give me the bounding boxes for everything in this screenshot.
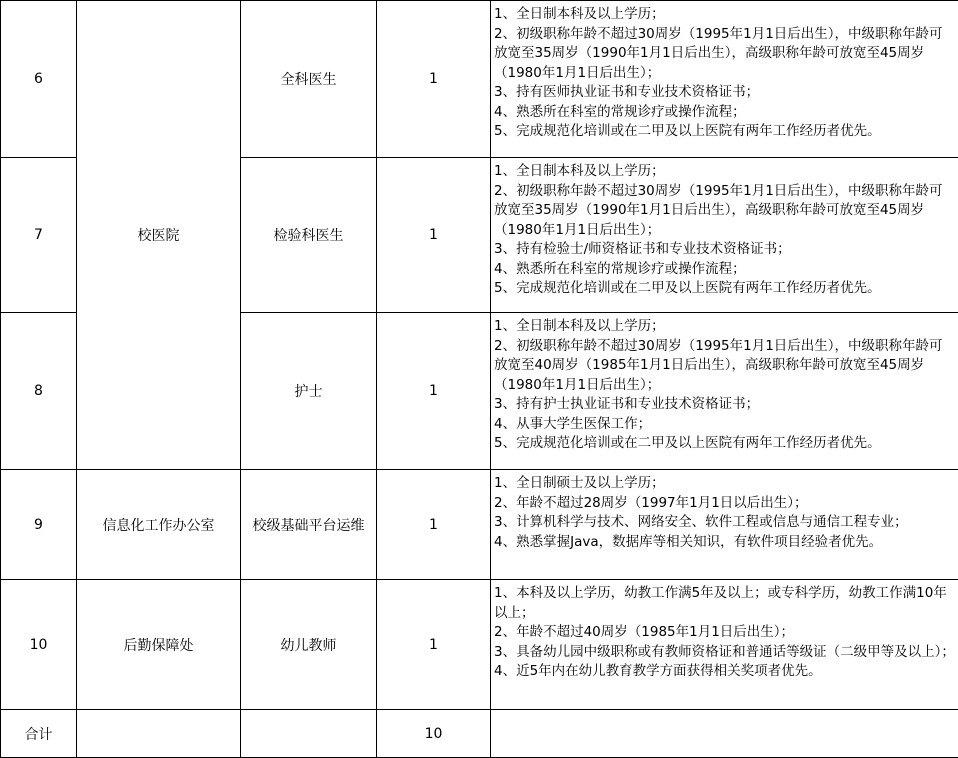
requirements-cell — [491, 580, 958, 710]
count-cell: 1 — [377, 313, 491, 470]
count-cell: 1 — [377, 158, 491, 313]
empty-cell — [241, 710, 377, 758]
requirement-line: 4、熟悉所在科室的常规诊疗或操作流程； — [494, 260, 746, 277]
empty-cell — [77, 710, 241, 758]
requirement-line: 1、本科及以上学历，幼教工作满5年及以上；或专科学历，幼教工作满10年以上； — [494, 585, 947, 621]
requirement-line: 2、年龄不超过28周岁（1997年1月1日以后出生）； — [494, 494, 808, 511]
requirement-line: 5、完成规范化培训或在二甲及以上医院有两年工作经历者优先。 — [494, 280, 881, 296]
requirement-line: 2、初级职称年龄不超过30周岁（1995年1月1日后出生），中级职称年龄可放宽至35周岁（1990年1月1日后出生），高级职称年龄可放宽至45周岁（1980年1月1日后出生）； — [494, 25, 943, 81]
position-cell: 校级基础平台运维 — [241, 470, 377, 580]
position-cell: 检验科医生 — [241, 158, 377, 313]
requirements-cell — [491, 313, 958, 470]
count-cell: 1 — [377, 470, 491, 580]
requirement-line: 3、持有护士执业证书和专业技术资格证书； — [494, 396, 760, 412]
total-row — [1, 710, 958, 758]
requirement-line: 3、具备幼儿园中级职称或有教师资格证和普通话等级证（二级甲等及以上）； — [494, 643, 955, 660]
table-row — [1, 580, 958, 710]
requirement-line: 2、初级职称年龄不超过30周岁（1995年1月1日后出生），中级职称年龄可放宽至35周岁（1990年1月1日后出生），高级职称年龄可放宽至45周岁（1980年1月1日后出生）； — [494, 182, 943, 238]
requirement-line: 1、全日制本科及以上学历； — [494, 6, 665, 22]
requirement-line: 1、全日制本科及以上学历； — [494, 318, 665, 334]
count-cell: 1 — [377, 1, 491, 158]
department-cell: 后勤保障处 — [77, 580, 241, 710]
department-cell: 校医院 — [77, 1, 241, 470]
requirement-line: 3、计算机科学与技术、网络安全、软件工程或信息与通信工程专业； — [494, 514, 908, 530]
requirement-line: 3、持有医师执业证书和专业技术资格证书； — [494, 84, 760, 100]
requirements-cell — [491, 1, 958, 158]
total-label: 合计 — [1, 710, 77, 758]
requirement-line: 4、熟悉掌握Java，数据库等相关知识，有软件项目经验者优先。 — [494, 533, 883, 550]
requirement-line: 3、持有检验士/师资格证书和专业技术资格证书； — [494, 241, 791, 257]
row-number: 6 — [1, 1, 77, 158]
department-cell: 信息化工作办公室 — [77, 470, 241, 580]
requirement-line: 5、完成规范化培训或在二甲及以上医院有两年工作经历者优先。 — [494, 435, 881, 451]
row-number: 10 — [1, 580, 77, 710]
requirements-cell — [491, 470, 958, 580]
row-number: 9 — [1, 470, 77, 580]
position-cell: 全科医生 — [241, 1, 377, 158]
requirement-line: 1、全日制硕士及以上学历； — [494, 475, 665, 491]
requirement-line: 4、从事大学生医保工作； — [494, 415, 652, 432]
table-row — [1, 470, 958, 580]
requirement-line: 4、熟悉所在科室的常规诊疗或操作流程； — [494, 103, 746, 120]
requirement-line: 2、初级职称年龄不超过30周岁（1995年1月1日后出生），中级职称年龄可放宽至40周岁（1985年1月1日后出生），高级职称年龄可放宽至45周岁（1980年1月1日后出生）； — [494, 337, 943, 393]
row-number: 8 — [1, 313, 77, 470]
position-cell: 护士 — [241, 313, 377, 470]
table-row — [1, 1, 958, 158]
requirement-line: 1、全日制本科及以上学历； — [494, 163, 665, 179]
empty-cell — [491, 710, 958, 758]
total-count: 10 — [377, 710, 491, 758]
requirement-line: 4、近5年内在幼儿教育教学方面获得相关奖项者优先。 — [494, 663, 822, 679]
position-cell: 幼儿教师 — [241, 580, 377, 710]
count-cell: 1 — [377, 580, 491, 710]
requirement-line: 5、完成规范化培训或在二甲及以上医院有两年工作经历者优先。 — [494, 123, 881, 139]
requirement-line: 2、年龄不超过40周岁（1985年1月1日后出生）； — [494, 624, 795, 640]
requirements-cell — [491, 158, 958, 313]
row-number: 7 — [1, 158, 77, 313]
